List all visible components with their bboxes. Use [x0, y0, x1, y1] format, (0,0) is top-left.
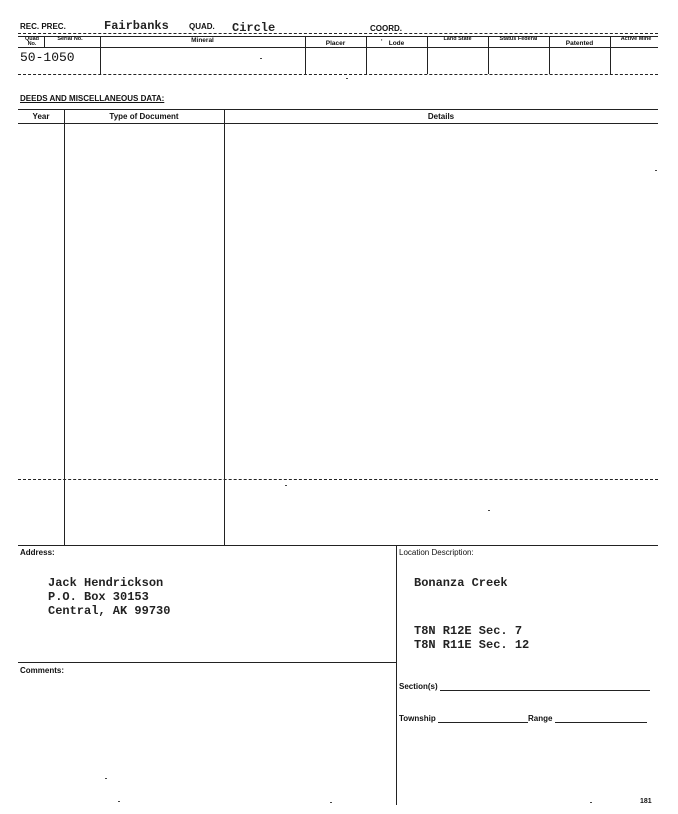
township-fill-line [438, 722, 528, 723]
quad-label: QUAD. [189, 22, 215, 31]
scan-speck [330, 802, 332, 803]
location-lines [414, 624, 529, 652]
scan-speck [118, 801, 120, 802]
record-col-divider [427, 36, 428, 74]
record-table-header-rule [18, 47, 658, 48]
coord-label: COORD. [370, 24, 402, 33]
bottom-section-top-rule [18, 545, 658, 546]
deeds-top-rule [18, 109, 658, 110]
deeds-col-type-header: Type of Document [109, 112, 179, 121]
quad-serial-value: 50-1050 [20, 50, 75, 65]
col-quad-no-header: Quad No. [24, 36, 40, 47]
scan-speck [285, 485, 287, 486]
form-code: 181 [640, 798, 652, 805]
record-col-divider [488, 36, 489, 74]
range-fill-line [555, 722, 647, 723]
record-col-divider [610, 36, 611, 74]
col-patented-header: Patented [565, 40, 594, 47]
township-range-field [399, 714, 647, 723]
address-comments-rule [18, 662, 396, 663]
rec-prec-value: Fairbanks [104, 19, 169, 33]
address-line: P.O. Box 30153 [48, 590, 149, 604]
location-label: Location Description: [399, 548, 474, 557]
col-serial-no-header: Serial No. [57, 36, 83, 42]
scan-speck [105, 778, 107, 779]
record-col-divider [44, 36, 45, 47]
sections-field [399, 682, 650, 691]
header-top-dashed-rule [18, 33, 658, 34]
col-status-federal-header: Status Federal [499, 36, 538, 42]
deeds-header-rule [18, 123, 658, 124]
scan-speck [260, 58, 262, 59]
bottom-section-center-divider [396, 545, 397, 805]
location-name: Bonanza Creek [414, 576, 508, 590]
col-land-state-header: Land State [443, 36, 472, 42]
rec-prec-label: REC. PREC. [20, 22, 66, 31]
address-line: Jack Hendrickson [48, 576, 164, 590]
col-placer-header: Placer [325, 40, 346, 47]
scan-speck [346, 78, 348, 79]
location-line: T8N R11E Sec. 12 [414, 638, 530, 652]
sections-label: Section(s) [399, 682, 438, 691]
col-mineral-header: Mineral [191, 37, 214, 44]
address-label: Address: [20, 548, 55, 557]
deeds-col-details-header: Details [427, 112, 455, 121]
location-line: T8N R12E Sec. 7 [414, 624, 523, 638]
range-label: Range [527, 714, 553, 723]
record-table-top-rule [18, 36, 658, 37]
deeds-col-year-header: Year [32, 112, 50, 121]
address-block [48, 576, 170, 618]
quad-value: Circle [232, 21, 276, 35]
scan-speck [655, 170, 657, 171]
lode-mark: ' [381, 38, 383, 47]
deeds-dashed-divider [18, 479, 658, 480]
township-label: Township [399, 714, 436, 723]
col-lode-header: Lode [388, 40, 405, 47]
comments-label: Comments: [20, 666, 65, 675]
scan-speck [590, 802, 592, 803]
record-table-bottom-rule [18, 74, 658, 75]
scan-speck [488, 510, 490, 511]
col-active-mine-header: Active Mine [620, 36, 652, 42]
address-line: Central, AK 99730 [48, 604, 171, 618]
deeds-section-title: DEEDS AND MISCELLANEOUS DATA: [20, 94, 165, 103]
sections-fill-line [440, 690, 650, 691]
